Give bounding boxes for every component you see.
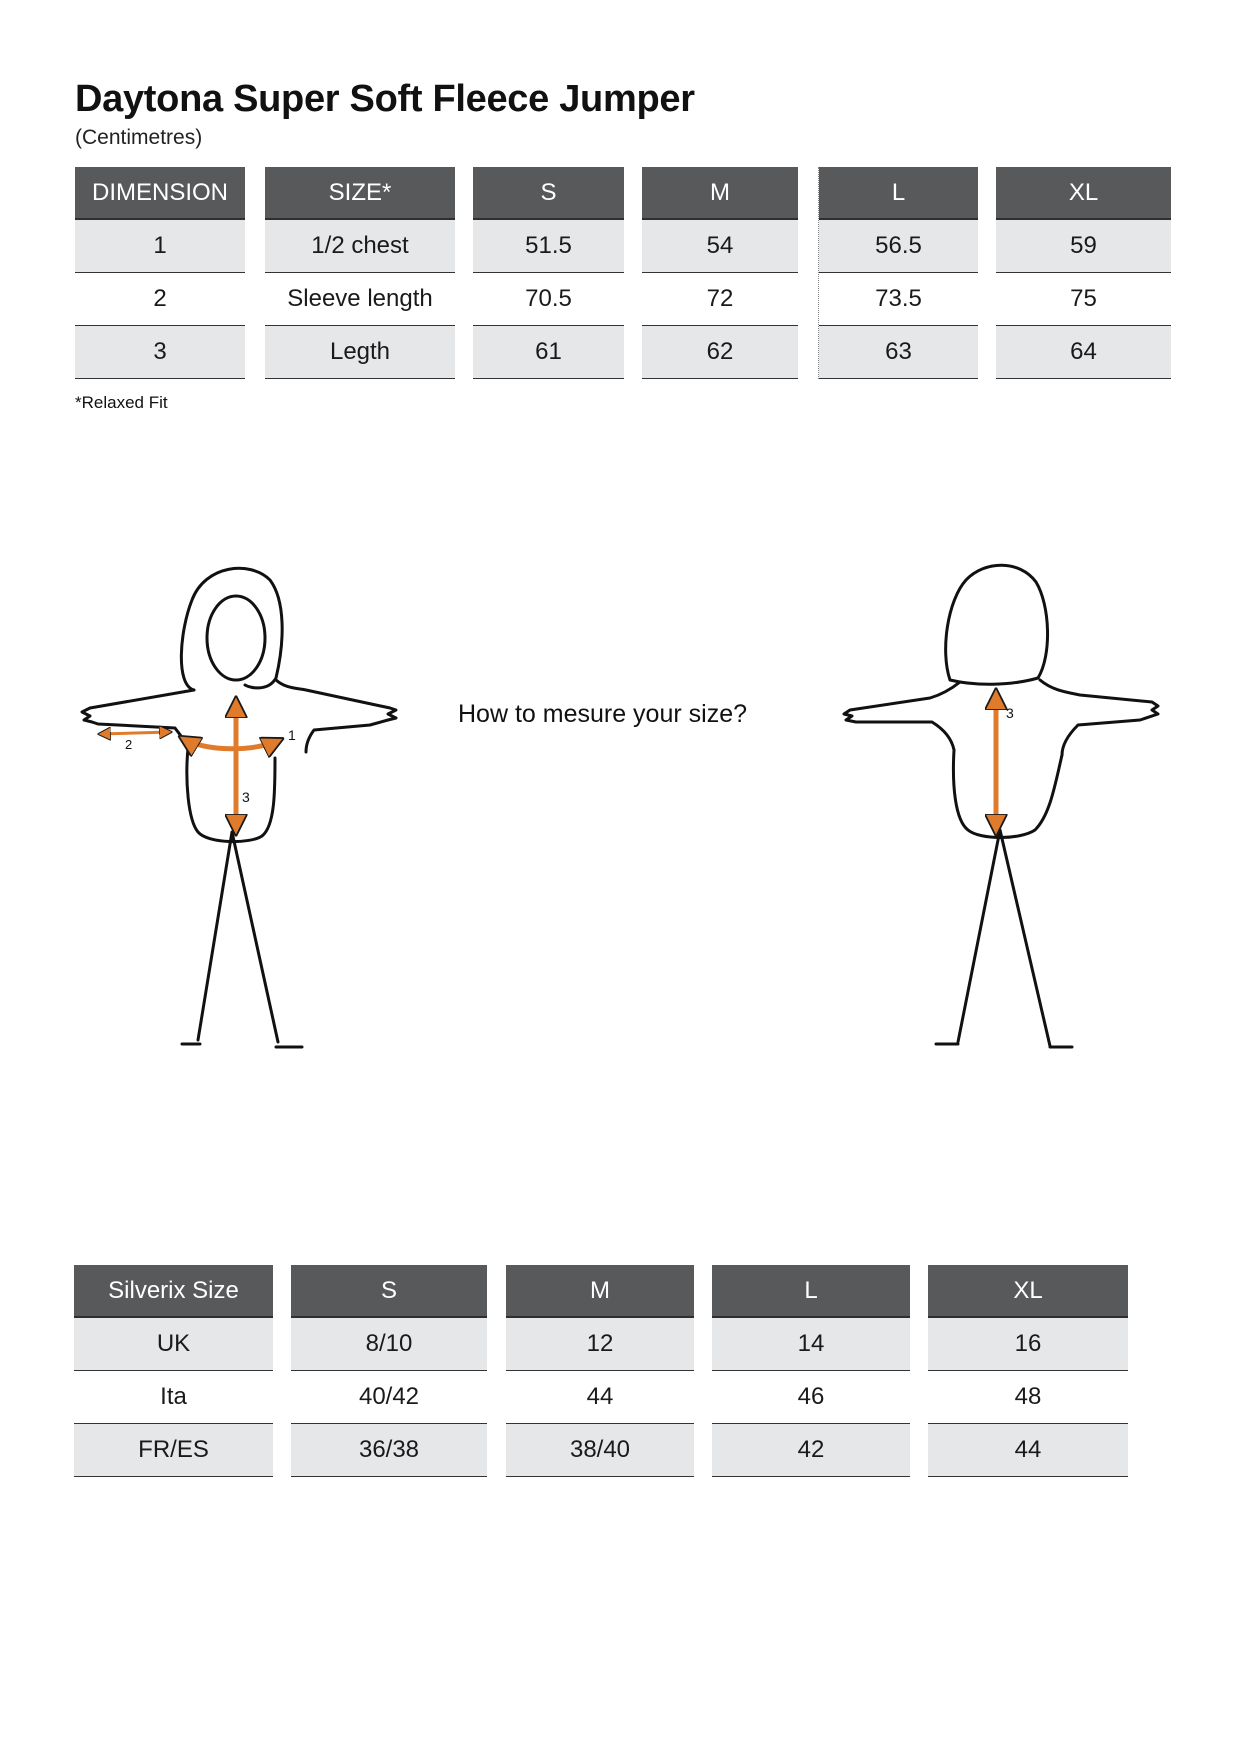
size-table-cell: 1/2 chest [265,220,455,273]
size-table-cell: 59 [996,220,1171,273]
conversion-table-header-silverix: Silverix Size [74,1265,273,1318]
size-table-cell: 62 [642,326,798,379]
front-figure-outline [82,568,396,1047]
size-table-col-s [473,167,624,379]
front-label-3: 3 [242,789,250,805]
conversion-table-cell: Ita [74,1371,273,1424]
conversion-table-col-l [712,1265,910,1477]
size-table-header-dimension: DIMENSION [75,167,245,220]
size-table-cell: 1 [75,220,245,273]
conversion-table-col-s [291,1265,487,1477]
conversion-table-cell: 48 [928,1371,1128,1424]
conversion-table-cell: 16 [928,1318,1128,1371]
size-table-cell: 70.5 [473,273,624,326]
unit-note: (Centimetres) [75,126,203,149]
size-table-header-m: M [642,167,798,220]
sleeve-arrow [100,732,170,734]
size-table-cell: 75 [996,273,1171,326]
back-figure-outline [844,565,1158,1047]
conversion-table-cell: 44 [506,1371,694,1424]
conversion-table-header-m: M [506,1265,694,1318]
fit-note: *Relaxed Fit [75,393,168,412]
conversion-table-cell: FR/ES [74,1424,273,1477]
back-figure-illustration [840,560,1180,1060]
conversion-table-cell: 42 [712,1424,910,1477]
size-table-cell: 61 [473,326,624,379]
size-table-col-xl [996,167,1171,379]
size-table-cell: Legth [265,326,455,379]
size-table-cell: 2 [75,273,245,326]
conversion-table-cell: 36/38 [291,1424,487,1477]
size-table-cell: 64 [996,326,1171,379]
conversion-table-cell: 8/10 [291,1318,487,1371]
size-table-cell: Sleeve length [265,273,455,326]
conversion-table-cell: UK [74,1318,273,1371]
size-table-cell: 3 [75,326,245,379]
conversion-table-col-m [506,1265,694,1477]
size-table-header-l: L [819,167,978,220]
conversion-table-header-l: L [712,1265,910,1318]
conversion-table-cell: 46 [712,1371,910,1424]
size-table-cell: 63 [819,326,978,379]
conversion-table-cell: 14 [712,1318,910,1371]
size-table-cell: 56.5 [819,220,978,273]
how-to-measure-text: How to mesure your size? [458,700,748,728]
chest-arrow [182,738,280,749]
conversion-table-cell: 44 [928,1424,1128,1477]
size-table-cell: 73.5 [819,273,978,326]
conversion-table-header-xl: XL [928,1265,1128,1318]
front-figure-illustration [70,560,410,1060]
conversion-table-header-s: S [291,1265,487,1318]
size-table-col-l [818,167,978,379]
front-label-2: 2 [125,737,133,752]
size-table-header-s: S [473,167,624,220]
conversion-table-col-silverix [74,1265,273,1477]
conversion-table-cell: 38/40 [506,1424,694,1477]
back-label-3: 3 [1006,705,1014,721]
size-table-cell: 54 [642,220,798,273]
size-table-col-m [642,167,798,379]
conversion-table-cell: 40/42 [291,1371,487,1424]
size-table-col-size [265,167,455,379]
size-table-col-dimension [75,167,245,379]
conversion-table-cell: 12 [506,1318,694,1371]
size-table-cell: 72 [642,273,798,326]
front-label-1: 1 [288,727,296,743]
size-table-header-size: SIZE* [265,167,455,220]
size-table-cell: 51.5 [473,220,624,273]
conversion-table-col-xl [928,1265,1128,1477]
page-title: Daytona Super Soft Fleece Jumper [75,78,695,120]
size-table-header-xl: XL [996,167,1171,220]
